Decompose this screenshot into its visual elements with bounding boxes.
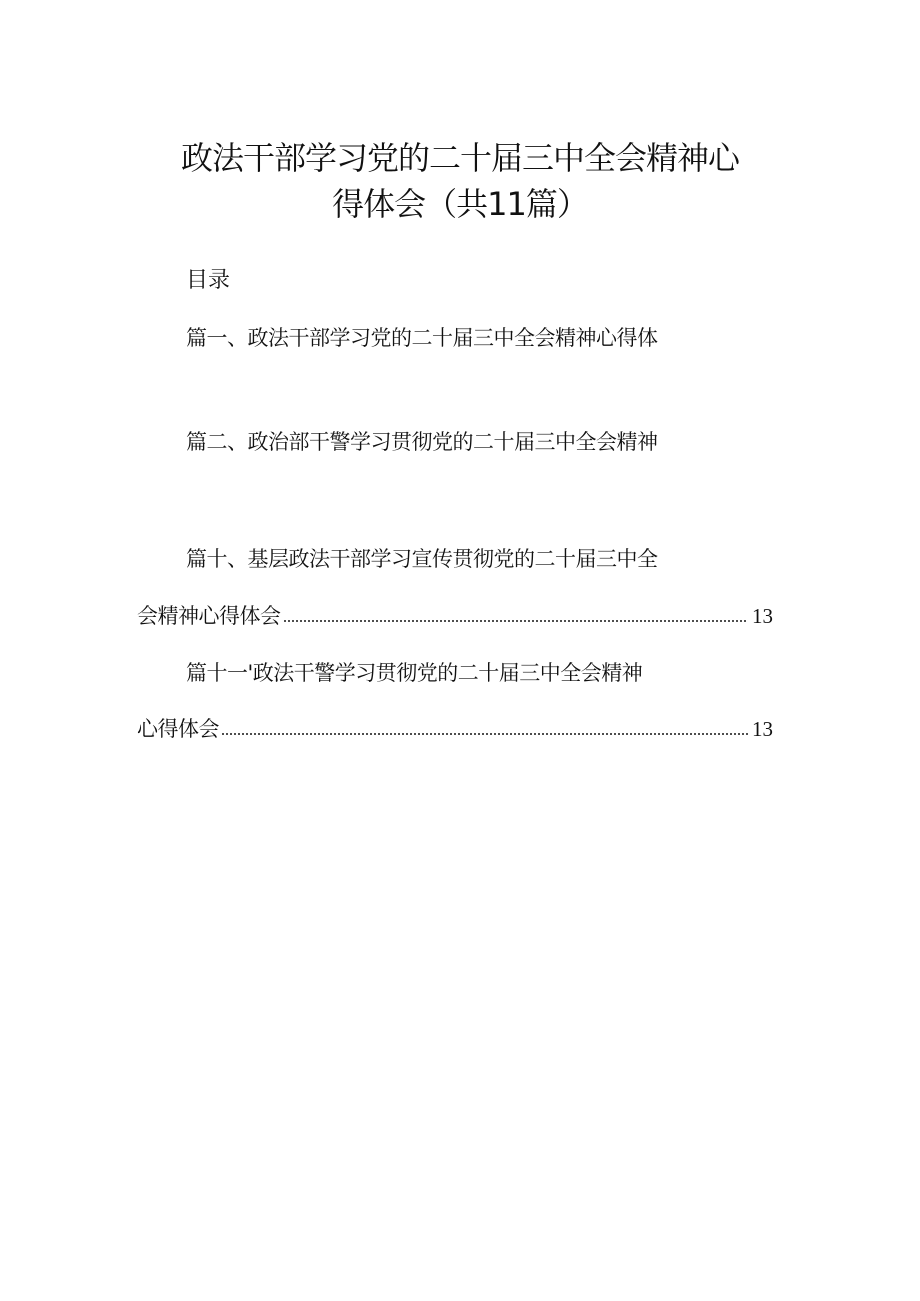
- toc-leader-dots: [221, 722, 748, 736]
- document-title-line-1: 政法干部学习党的二十届三中全会精神心: [180, 139, 739, 177]
- toc-entry-10-line-1[interactable]: 篇十、基层政法干部学习宣传贯彻党的二十届三中全: [186, 547, 658, 571]
- toc-entry-11-line-1[interactable]: 篇十一'政法干警学习贯彻党的二十届三中全会精神: [186, 661, 643, 685]
- toc-entry-11-text: 心得体会: [137, 717, 219, 741]
- toc-heading: 目录: [186, 268, 231, 293]
- toc-leader-dots: [283, 609, 749, 623]
- toc-entry-2[interactable]: 篇二、政治部干警学习贯彻党的二十届三中全会精神: [186, 430, 658, 454]
- toc-entry-11-line-2[interactable]: [137, 714, 773, 744]
- toc-entry-10-page: 13: [752, 604, 773, 628]
- toc-entry-10-text: 会精神心得体会: [137, 604, 281, 628]
- document-title-line-2: 得体会（共11篇）: [332, 185, 588, 223]
- toc-entry-1[interactable]: 篇一、政法干部学习党的二十届三中全会精神心得体: [186, 326, 658, 350]
- toc-entry-11-page: 13: [752, 717, 773, 741]
- toc-entry-10-line-2[interactable]: [137, 601, 773, 631]
